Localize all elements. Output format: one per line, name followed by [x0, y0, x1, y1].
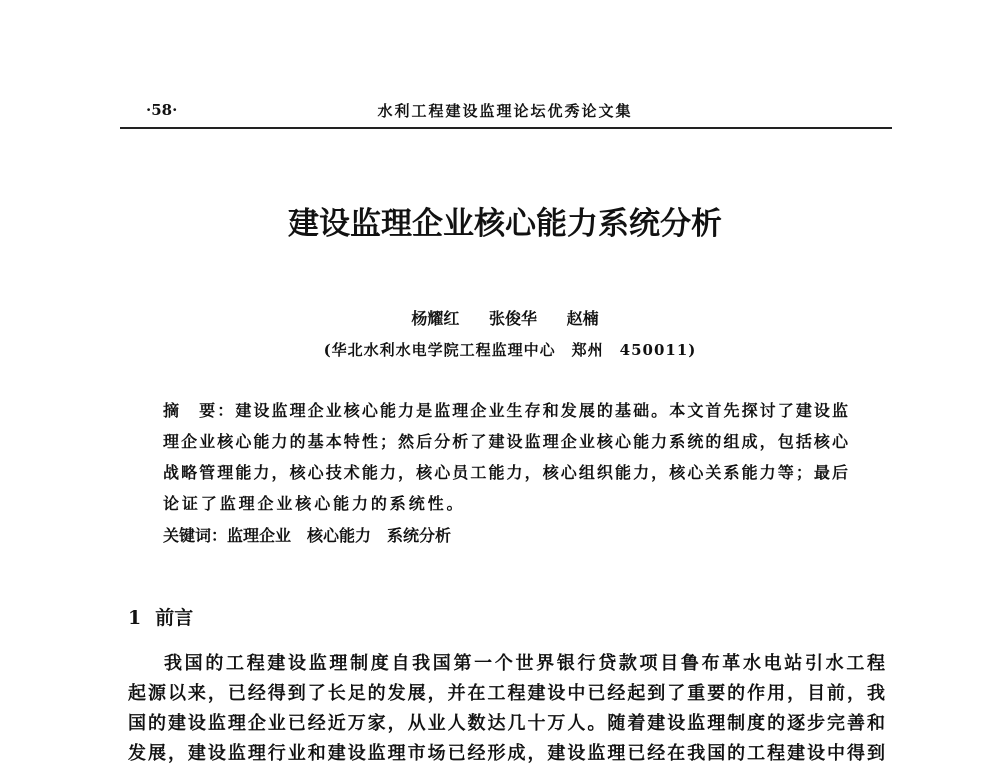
- section-number: 1: [128, 607, 142, 629]
- abstract-line: 论证了监理企业核心能力的系统性。: [163, 494, 466, 513]
- author: 赵楠: [566, 309, 599, 328]
- section-heading: [128, 603, 193, 630]
- article-title: 建设监理企业核心能力系统分析: [288, 206, 722, 242]
- author: 张俊华: [488, 309, 537, 328]
- keywords: [163, 523, 467, 546]
- header-rule: [120, 127, 892, 129]
- keyword: 核心能力: [307, 526, 372, 545]
- keywords-label: 关键词：: [163, 526, 228, 545]
- body-line: 起源以来，已经得到了长足的发展，并在工程建设中已经起到了重要的作用，目前，我: [128, 683, 885, 704]
- running-title: 水利工程建设监理论坛优秀论文集: [377, 102, 633, 120]
- body-line: 国的建设监理企业已经近万家，从业人数达几十万人。随着建设监理制度的逐步完善和: [128, 713, 885, 734]
- author: 杨耀红: [411, 309, 460, 328]
- page-number: ·58·: [146, 101, 178, 119]
- abstract-line: 战略管理能力，核心技术能力，核心员工能力，核心组织能力，核心关系能力等；最后: [163, 463, 848, 482]
- abstract-line: 理企业核心能力的基本特性；然后分析了建设监理企业核心能力系统的组成，包括核心: [163, 432, 848, 451]
- section-title: 前言: [155, 607, 194, 629]
- affiliation: (华北水利水电学院工程监理中心 郑州 450011): [323, 341, 697, 359]
- keyword: 系统分析: [387, 526, 452, 545]
- authors: [0, 306, 1000, 329]
- keyword: 监理企业: [227, 526, 292, 545]
- abstract-line: 摘 要：建设监理企业核心能力是监理企业生存和发展的基础。本文首先探讨了建设监: [163, 401, 848, 420]
- body-line: 发展，建设监理行业和建设监理市场已经形成，建设监理已经在我国的工程建设中得到: [128, 743, 885, 764]
- body-line: 我国的工程建设监理制度自我国第一个世界银行贷款项目鲁布革水电站引水工程: [164, 653, 885, 674]
